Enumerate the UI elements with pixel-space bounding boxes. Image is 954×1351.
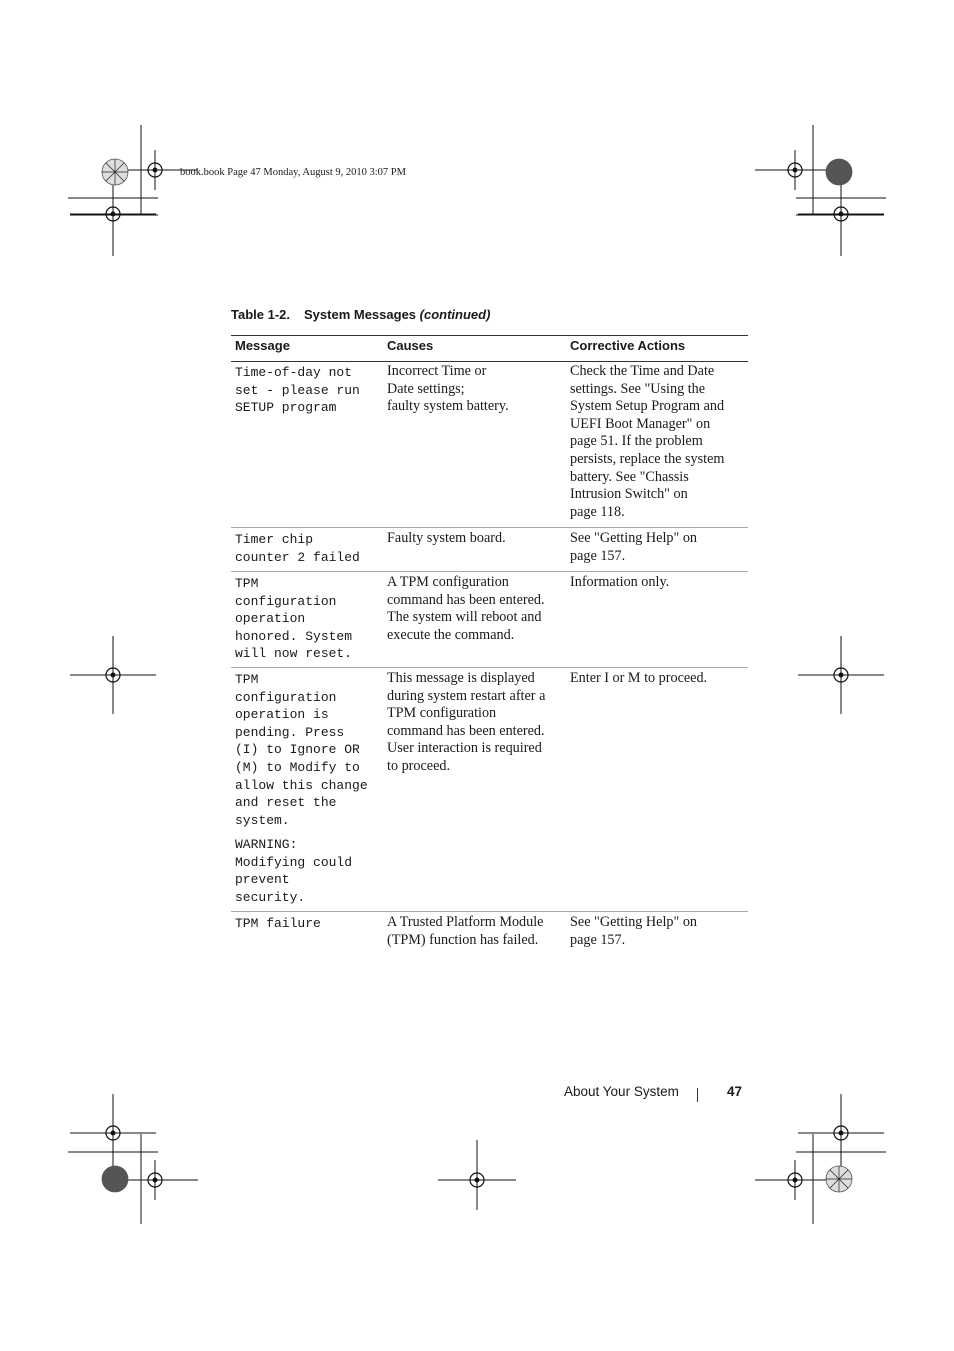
row-1-message: Timer chip counter 2 failed bbox=[235, 532, 360, 565]
table-continued: (continued) bbox=[419, 307, 491, 322]
row-2-actions: Information only. bbox=[570, 574, 670, 590]
row-divider bbox=[231, 571, 748, 572]
row-3-actions: Enter I or M to proceed. bbox=[570, 670, 708, 686]
row-3-causes: This message is displayed during system restart after a TPM configuration command has been entered. User interaction is required to proceed. bbox=[387, 670, 546, 774]
row-2-message: TPM configuration operation honored. System will now reset. bbox=[235, 576, 353, 662]
footer-section-title: About Your System bbox=[564, 1084, 679, 1099]
row-0-actions: Check the Time and Date settings. See "Using the System Setup Program and UEFI Boot Manager" on page 51. If the problem persists, replace the system battery. See "Chassis Intrusion Switch" on page 118. bbox=[570, 363, 725, 520]
page-number: 47 bbox=[727, 1084, 743, 1099]
header-rule bbox=[231, 361, 748, 362]
row-divider bbox=[231, 527, 748, 528]
row-4-message: TPM failure bbox=[235, 916, 321, 931]
table-title: System Messages bbox=[304, 307, 417, 322]
table-caption bbox=[231, 307, 490, 322]
row-1-actions: See "Getting Help" on page 157. bbox=[570, 530, 698, 564]
row-0-message: Time-of-day not set - please run SETUP program bbox=[235, 365, 360, 416]
table-label: Table 1-2. bbox=[231, 307, 291, 322]
row-2-causes: A TPM configuration command has been entered. The system will reboot and execute the command. bbox=[387, 574, 545, 643]
row-0-causes: Incorrect Time or Date settings; faulty system battery. bbox=[387, 363, 509, 415]
row-3-message: TPM configuration operation is pending. Press (I) to Ignore OR (M) to Modify to allow this change and reset the system. bbox=[235, 672, 368, 828]
column-header-causes: Causes bbox=[387, 338, 434, 353]
column-header-message: Message bbox=[235, 338, 290, 353]
row-4-actions: See "Getting Help" on page 157. bbox=[570, 914, 698, 948]
row-divider bbox=[231, 911, 748, 912]
row-divider bbox=[231, 667, 748, 668]
print-info-header: book.book Page 47 Monday, August 9, 2010 3:07 PM bbox=[180, 167, 406, 178]
row-3-warning: WARNING: Modifying could prevent security. bbox=[235, 837, 353, 905]
row-1-causes: Faulty system board. bbox=[387, 530, 506, 546]
row-4-causes: A Trusted Platform Module (TPM) function has failed. bbox=[387, 914, 544, 948]
footer-divider bbox=[697, 1088, 698, 1102]
table-top-rule bbox=[231, 335, 748, 336]
column-header-actions: Corrective Actions bbox=[570, 338, 686, 353]
